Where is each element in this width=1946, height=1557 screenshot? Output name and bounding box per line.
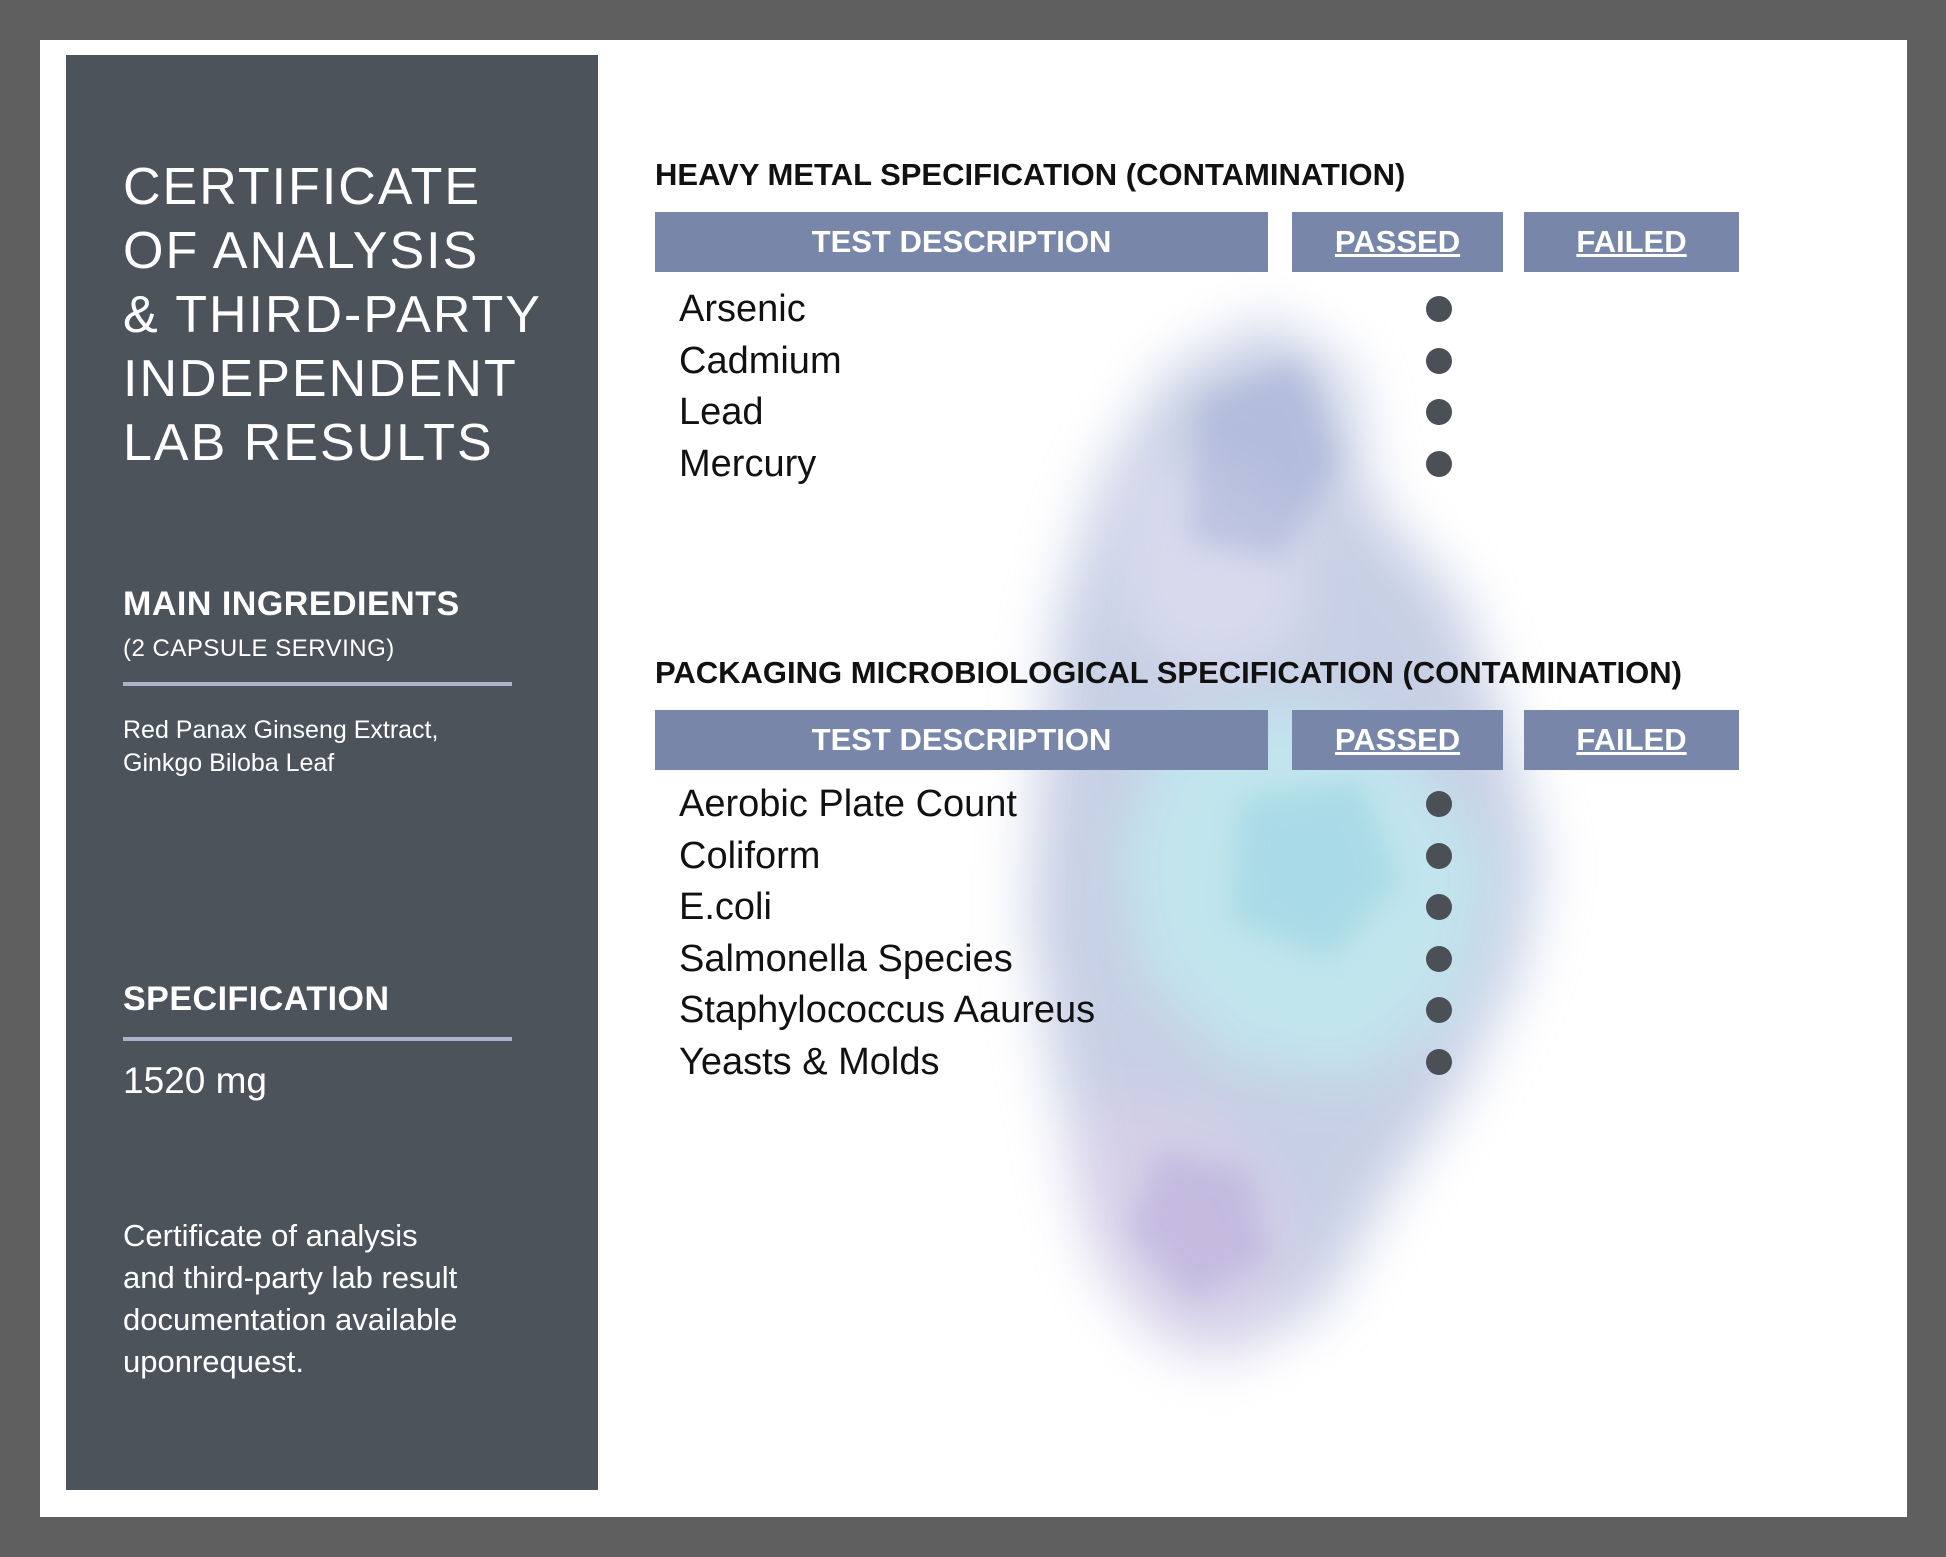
passed-dot-icon xyxy=(1426,1049,1452,1075)
test-name: Coliform xyxy=(679,834,821,877)
certificate-title xyxy=(123,155,583,475)
title-line: LAB RESULTS xyxy=(123,414,494,472)
column-header-test-description: TEST DESCRIPTION xyxy=(655,212,1268,272)
table-row xyxy=(679,932,1679,984)
passed-label: PASSED xyxy=(1334,224,1461,259)
note-line: uponrequest. xyxy=(123,1344,304,1379)
test-name: Staphylococcus Aaureus xyxy=(679,989,1096,1031)
column-header-passed xyxy=(1292,710,1503,770)
heavy-metal-section xyxy=(655,157,1795,557)
table-row xyxy=(679,983,1679,1035)
test-name: Yeasts & Molds xyxy=(679,1040,940,1083)
availability-note xyxy=(123,1215,543,1383)
failed-label: FAILED xyxy=(1576,722,1687,757)
passed-dot-icon xyxy=(1426,946,1452,972)
specification-value: 1520 mg xyxy=(123,1060,267,1101)
column-header-passed xyxy=(1292,212,1503,272)
table-row xyxy=(679,334,1679,386)
serving-size-label: (2 CAPSULE SERVING) xyxy=(123,635,395,662)
divider xyxy=(123,1037,512,1041)
ingredients-list xyxy=(123,714,543,780)
certificate-card xyxy=(40,40,1907,1517)
table-row xyxy=(679,282,1679,334)
passed-dot-icon xyxy=(1426,399,1452,425)
microbiological-section xyxy=(655,655,1795,1105)
ingredient-line: Red Panax Ginseng Extract, xyxy=(123,716,439,744)
title-line: INDEPENDENT xyxy=(123,350,518,408)
title-line: CERTIFICATE xyxy=(123,158,482,216)
ingredient-line: Ginkgo Biloba Leaf xyxy=(123,749,335,777)
microbiological-title: PACKAGING MICROBIOLOGICAL SPECIFICATION (CONTAMINATION) xyxy=(655,655,1682,690)
passed-dot-icon xyxy=(1426,296,1452,322)
passed-dot-icon xyxy=(1426,894,1452,920)
passed-dot-icon xyxy=(1426,451,1452,477)
test-name: Salmonella Species xyxy=(679,937,1013,980)
passed-dot-icon xyxy=(1426,843,1452,869)
table-row xyxy=(679,437,1679,489)
passed-label: PASSED xyxy=(1334,722,1461,757)
microbiological-rows xyxy=(679,777,1679,1086)
note-line: Certificate of analysis xyxy=(123,1218,418,1253)
table-row xyxy=(679,1035,1679,1087)
divider xyxy=(123,682,512,686)
title-line: & THIRD-PARTY xyxy=(123,286,542,344)
test-name: Mercury xyxy=(679,442,817,485)
note-line: documentation available xyxy=(123,1302,458,1337)
column-header-failed xyxy=(1524,212,1739,272)
test-name: Cadmium xyxy=(679,339,842,382)
passed-dot-icon xyxy=(1426,997,1452,1023)
heavy-metal-rows xyxy=(679,282,1679,488)
passed-dot-icon xyxy=(1426,791,1452,817)
test-name: Arsenic xyxy=(679,288,806,330)
sidebar-panel xyxy=(66,55,598,1490)
specification-heading: SPECIFICATION xyxy=(123,980,390,1018)
heavy-metal-title: HEAVY METAL SPECIFICATION (CONTAMINATION) xyxy=(655,157,1406,192)
table-row xyxy=(679,829,1679,881)
column-header-test-description: TEST DESCRIPTION xyxy=(655,710,1268,770)
column-header-failed xyxy=(1524,710,1739,770)
table-row xyxy=(679,880,1679,932)
title-line: OF ANALYSIS xyxy=(123,222,480,280)
main-ingredients-heading: MAIN INGREDIENTS xyxy=(123,585,460,623)
note-line: and third-party lab result xyxy=(123,1260,458,1295)
table-row xyxy=(679,385,1679,437)
test-name: Aerobic Plate Count xyxy=(679,783,1017,825)
test-name: Lead xyxy=(679,391,764,433)
test-name: E.coli xyxy=(679,886,772,928)
table-row xyxy=(679,777,1679,829)
passed-dot-icon xyxy=(1426,348,1452,374)
failed-label: FAILED xyxy=(1576,224,1687,259)
